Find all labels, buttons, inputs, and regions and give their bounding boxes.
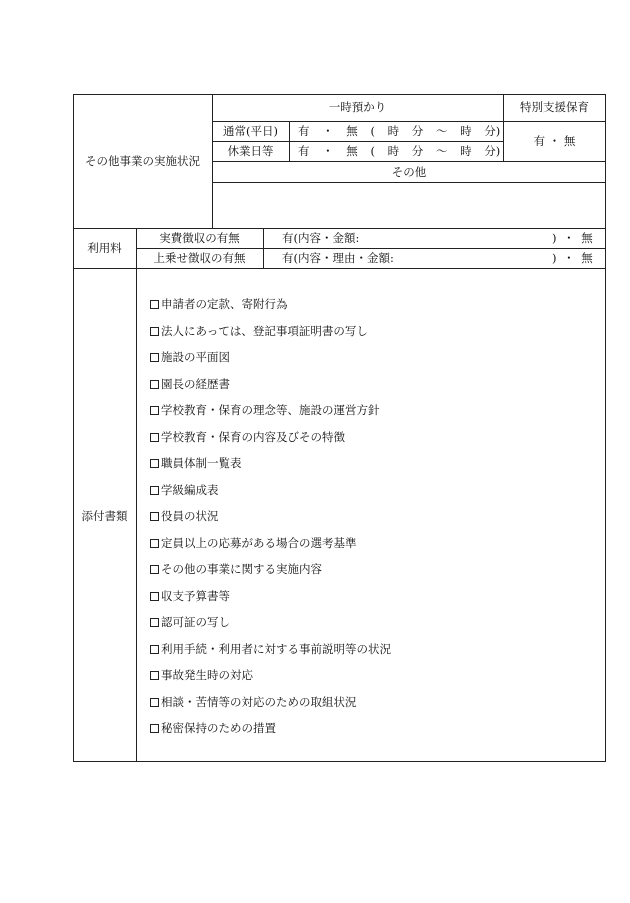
checkbox-icon[interactable] bbox=[150, 353, 159, 362]
holiday-row-line bbox=[212, 161, 606, 162]
attachment-item[interactable]: 学校教育・保育の内容及びその特徴 bbox=[150, 430, 345, 444]
table-border-right bbox=[605, 94, 606, 762]
attachment-item[interactable]: 利用手続・利用者に対する事前説明等の状況 bbox=[150, 642, 391, 656]
attachment-item[interactable]: 施設の平面図 bbox=[150, 350, 230, 364]
attachment-item[interactable]: 相談・苦情等の対応のための取組状況 bbox=[150, 695, 357, 709]
temp-care-header: 一時預かり bbox=[328, 100, 387, 114]
attachments-label: 添付書類 bbox=[81, 509, 128, 523]
other-business-label: その他事業の実施状況 bbox=[85, 154, 200, 168]
table-border-left bbox=[73, 94, 74, 762]
fees-label-divider bbox=[263, 228, 264, 268]
fees-label: 利用料 bbox=[87, 241, 122, 255]
checkbox-icon[interactable] bbox=[150, 592, 159, 601]
checkbox-icon[interactable] bbox=[150, 565, 159, 574]
checkbox-icon[interactable] bbox=[150, 327, 159, 336]
checkbox-icon[interactable] bbox=[150, 724, 159, 733]
fees-bottom-line bbox=[73, 268, 606, 269]
weekday-hours-value: 有 ・ 無 ( 時 分 ～ 時 分) bbox=[298, 124, 501, 138]
attachment-item[interactable]: 学校教育・保育の理念等、施設の運営方針 bbox=[150, 403, 380, 417]
weekday-row-line bbox=[212, 141, 503, 142]
checkbox-icon[interactable] bbox=[150, 459, 159, 468]
left-column-divider bbox=[136, 228, 137, 762]
attachment-item[interactable]: 収支予算書等 bbox=[150, 589, 230, 603]
attachment-item[interactable]: 申請者の定款、寄附行為 bbox=[150, 297, 288, 311]
section1-header-line bbox=[212, 121, 606, 122]
table-border-bottom bbox=[73, 761, 606, 762]
attachment-item[interactable]: その他の事業に関する実施内容 bbox=[150, 562, 322, 576]
fees-row-line bbox=[136, 248, 606, 249]
attachment-item[interactable]: 認可証の写し bbox=[150, 615, 230, 629]
checkbox-icon[interactable] bbox=[150, 645, 159, 654]
checkbox-icon[interactable] bbox=[150, 486, 159, 495]
actual-cost-tail: ) ・ 無 bbox=[552, 231, 593, 245]
checkbox-icon[interactable] bbox=[150, 433, 159, 442]
checkbox-icon[interactable] bbox=[150, 698, 159, 707]
other-header: その他 bbox=[391, 165, 427, 179]
surcharge-detail: 有(内容・理由・金額: bbox=[282, 251, 394, 265]
checkbox-icon[interactable] bbox=[150, 380, 159, 389]
special-support-header: 特別支援保育 bbox=[520, 100, 589, 114]
checkbox-icon[interactable] bbox=[150, 671, 159, 680]
checkbox-icon[interactable] bbox=[150, 618, 159, 627]
attachment-item[interactable]: 役員の状況 bbox=[150, 509, 219, 523]
weekday-label: 通常(平日) bbox=[223, 124, 278, 138]
attachment-item[interactable]: 定員以上の応募がある場合の選考基準 bbox=[150, 536, 357, 550]
special-support-value: 有 ・ 無 bbox=[533, 134, 576, 148]
table-border-top bbox=[73, 94, 606, 95]
section1-bottom-line bbox=[73, 228, 606, 229]
attachment-item[interactable]: 法人にあっては、登記事項証明書の写し bbox=[150, 324, 368, 338]
attachment-item[interactable]: 事故発生時の対応 bbox=[150, 668, 253, 682]
checkbox-icon[interactable] bbox=[150, 539, 159, 548]
attachment-item[interactable]: 学級編成表 bbox=[150, 483, 219, 497]
application-form-table bbox=[73, 94, 606, 762]
hours-label-divider bbox=[289, 121, 290, 161]
holiday-label: 休業日等 bbox=[227, 144, 274, 158]
actual-cost-detail: 有(内容・金額: bbox=[282, 231, 360, 245]
checkbox-icon[interactable] bbox=[150, 406, 159, 415]
checkbox-icon[interactable] bbox=[150, 512, 159, 521]
other-header-line bbox=[212, 182, 606, 183]
attachment-item[interactable]: 職員体制一覧表 bbox=[150, 456, 242, 470]
actual-cost-label: 実費徴収の有無 bbox=[159, 231, 240, 245]
surcharge-tail: ) ・ 無 bbox=[552, 251, 593, 265]
surcharge-label: 上乗せ徴収の有無 bbox=[153, 251, 246, 265]
holiday-hours-value: 有 ・ 無 ( 時 分 ～ 時 分) bbox=[298, 144, 501, 158]
attachment-item[interactable]: 園長の経歴書 bbox=[150, 377, 230, 391]
attachment-item[interactable]: 秘密保持のための措置 bbox=[150, 721, 276, 735]
checkbox-icon[interactable] bbox=[150, 300, 159, 309]
